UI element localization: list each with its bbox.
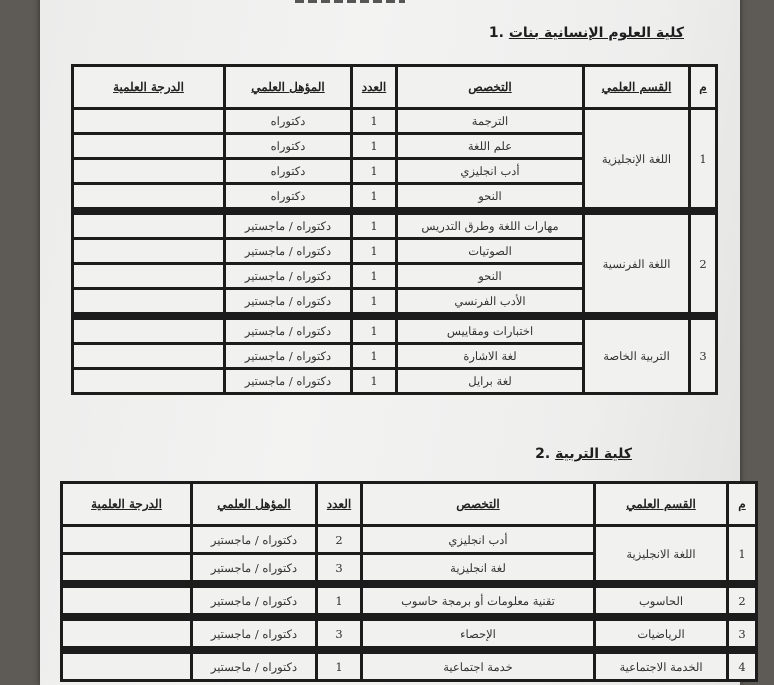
specialty-cell: اختبارات ومقاييس [398,320,582,342]
rank-cell [74,265,223,287]
header-count: العدد [353,67,395,107]
qualification-cell: دكتوراه / ماجستير [226,240,350,262]
qualification-cell: دكتوراه / ماجستير [193,621,315,646]
header-no: م [691,67,715,107]
department-cell: الرياضيات [596,621,726,646]
qualification-cell: دكتوراه / ماجستير [193,555,315,580]
header-dept: القسم العلمي [585,67,688,107]
section2-heading [535,446,632,462]
department-cell: اللغة الانجليزية [596,527,726,580]
rank-cell [74,215,223,237]
rank-cell [74,110,223,132]
group-separator [63,649,755,651]
specialty-cell: لغة برايل [398,370,582,392]
section1-title: كلية العلوم الإنسانية بنات [508,25,684,41]
table-row [63,588,755,613]
count-cell: 1 [353,215,395,237]
row-number: 3 [691,320,715,392]
row-number: 3 [729,621,755,646]
rank-cell [63,588,190,613]
group-separator [74,315,715,317]
department-cell: الحاسوب [596,588,726,613]
count-cell: 3 [318,621,360,646]
specialty-cell: الصوتيات [398,240,582,262]
qualification-cell: دكتوراه / ماجستير [226,265,350,287]
count-cell: 1 [353,185,395,207]
specialty-cell: تقنية معلومات أو برمجة حاسوب [363,588,593,613]
qualification-cell: دكتوراه / ماجستير [226,290,350,312]
rank-cell [74,135,223,157]
count-cell: 1 [353,320,395,342]
table-row [74,110,715,132]
section1-table [71,64,718,395]
header-spec: التخصص [398,67,582,107]
department-cell: الخدمة الاجتماعية [596,654,726,679]
specialty-cell: أدب انجليزي [398,160,582,182]
separator-cell [63,583,755,585]
specialty-cell: الترجمة [398,110,582,132]
specialty-cell: النحو [398,185,582,207]
rank-cell [63,527,190,552]
count-cell: 1 [318,588,360,613]
rank-cell [74,290,223,312]
document-page [40,0,746,685]
rank-cell [74,320,223,342]
qualification-cell: دكتوراه [226,160,350,182]
row-number: 2 [729,588,755,613]
specialty-cell: خدمة اجتماعية [363,654,593,679]
specialty-cell: مهارات اللغة وطرق التدريس [398,215,582,237]
rank-cell [74,370,223,392]
group-separator [63,616,755,618]
header-count: العدد [318,484,360,524]
header-no: م [729,484,755,524]
department-cell: اللغة الفرنسية [585,215,688,312]
rank-cell [63,555,190,580]
table-row [63,654,755,679]
specialty-cell: لغة انجليزية [363,555,593,580]
qualification-cell: دكتوراه / ماجستير [193,654,315,679]
header-spec: التخصص [363,484,593,524]
specialty-cell: لغة الاشارة [398,345,582,367]
qualification-cell: دكتوراه / ماجستير [193,588,315,613]
count-cell: 1 [318,654,360,679]
specialty-cell: علم اللغة [398,135,582,157]
count-cell: 1 [353,345,395,367]
section2-title: كلية التربية [555,446,632,462]
qualification-cell: دكتوراه [226,185,350,207]
specialty-cell: الإحصاء [363,621,593,646]
qualification-cell: دكتوراه / ماجستير [193,527,315,552]
row-number: 2 [691,215,715,312]
rank-cell [63,621,190,646]
header-dept: القسم العلمي [596,484,726,524]
separator-cell [74,210,715,212]
rank-cell [74,160,223,182]
specialty-cell: النحو [398,265,582,287]
group-separator [74,210,715,212]
count-cell: 1 [353,290,395,312]
department-cell: اللغة الإنجليزية [585,110,688,207]
row-number: 1 [729,527,755,580]
rank-cell [74,240,223,262]
separator-cell [63,649,755,651]
header-rank: الدرجة العلمية [74,67,223,107]
count-cell: 1 [353,265,395,287]
qualification-cell: دكتوراه / ماجستير [226,320,350,342]
count-cell: 1 [353,135,395,157]
section2-number: .2 [535,446,551,462]
count-cell: 3 [318,555,360,580]
header-row [74,67,715,107]
section1-heading [489,25,684,41]
count-cell: 1 [353,110,395,132]
cropped-header-text [295,0,405,3]
qualification-cell: دكتوراه / ماجستير [226,345,350,367]
table-row [74,320,715,342]
section2-table [60,481,758,682]
table-row [74,215,715,237]
count-cell: 1 [353,240,395,262]
table-row [63,527,755,552]
section1-number: .1 [488,25,504,41]
row-number: 1 [691,110,715,207]
count-cell: 1 [353,370,395,392]
department-cell: التربية الخاصة [585,320,688,392]
group-separator [63,583,755,585]
specialty-cell: الأدب الفرنسي [398,290,582,312]
qualification-cell: دكتوراه [226,135,350,157]
qualification-cell: دكتوراه [226,110,350,132]
qualification-cell: دكتوراه / ماجستير [226,370,350,392]
specialty-cell: أدب انجليزي [363,527,593,552]
table-row [63,621,755,646]
header-row [63,484,755,524]
separator-cell [74,315,715,317]
rank-cell [74,345,223,367]
row-number: 4 [729,654,755,679]
separator-cell [63,616,755,618]
rank-cell [63,654,190,679]
header-rank: الدرجة العلمية [63,484,190,524]
count-cell: 2 [318,527,360,552]
header-qual: المؤهل العلمي [193,484,315,524]
header-qual: المؤهل العلمي [226,67,350,107]
count-cell: 1 [353,160,395,182]
rank-cell [74,185,223,207]
qualification-cell: دكتوراه / ماجستير [226,215,350,237]
